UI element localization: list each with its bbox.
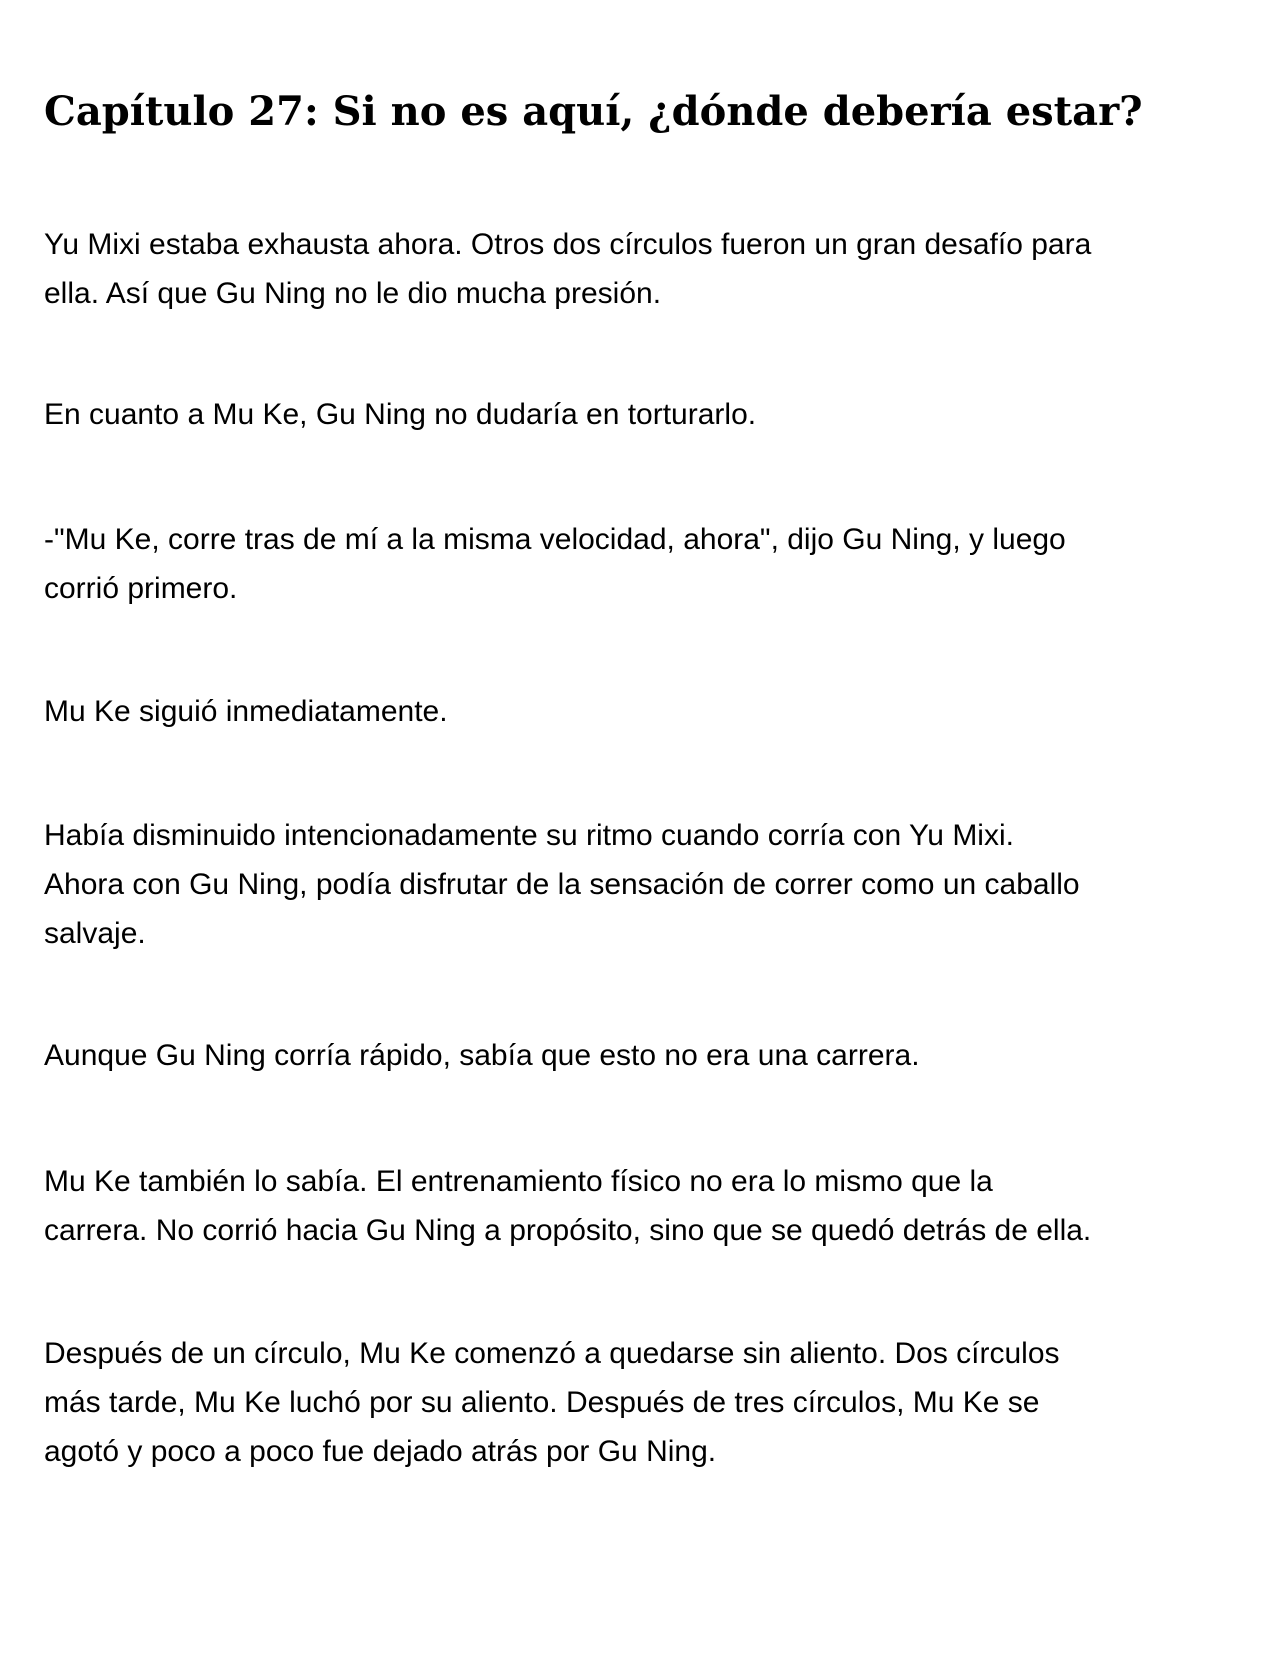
paragraph-line: Había disminuido intencionadamente su ritmo cuando corría con Yu Mixi. (44, 819, 1014, 852)
paragraph-line: agotó y poco a poco fue dejado atrás por Gu Ning. (44, 1435, 717, 1468)
paragraph-1 (44, 220, 1244, 318)
paragraph-5 (44, 811, 1244, 958)
paragraph-line: Aunque Gu Ning corría rápido, sabía que esto no era una carrera. (44, 1039, 920, 1072)
paragraph-line: Ahora con Gu Ning, podía disfrutar de la sensación de correr como un caballo (44, 868, 1080, 901)
paragraph-line: más tarde, Mu Ke luchó por su aliento. Después de tres círculos, Mu Ke se (44, 1386, 1040, 1419)
paragraph-line: En cuanto a Mu Ke, Gu Ning no dudaría en torturarlo. (44, 398, 757, 431)
chapter-title: Capítulo 27: Si no es aquí, ¿dónde debería estar? (44, 88, 1143, 135)
paragraph-line: corrió primero. (44, 572, 238, 605)
paragraph-line: -"Mu Ke, corre tras de mí a la misma velocidad, ahora", dijo Gu Ning, y luego (44, 523, 1066, 556)
paragraph-line: Después de un círculo, Mu Ke comenzó a quedarse sin aliento. Dos círculos (44, 1337, 1060, 1370)
paragraph-line: Mu Ke también lo sabía. El entrenamiento físico no era lo mismo que la (44, 1165, 993, 1198)
paragraph-6 (44, 1031, 1244, 1080)
paragraph-7 (44, 1157, 1244, 1255)
paragraph-8 (44, 1329, 1244, 1476)
paragraph-4 (44, 687, 1244, 736)
paragraph-line: carrera. No corrió hacia Gu Ning a propósito, sino que se quedó detrás de ella. (44, 1214, 1092, 1247)
paragraph-line: salvaje. (44, 917, 146, 950)
paragraph-line: Mu Ke siguió inmediatamente. (44, 695, 448, 728)
paragraph-line: ella. Así que Gu Ning no le dio mucha presión. (44, 277, 662, 310)
paragraph-3 (44, 515, 1244, 613)
paragraph-line: Yu Mixi estaba exhausta ahora. Otros dos círculos fueron un gran desafío para (44, 228, 1092, 261)
paragraph-2 (44, 390, 1244, 439)
